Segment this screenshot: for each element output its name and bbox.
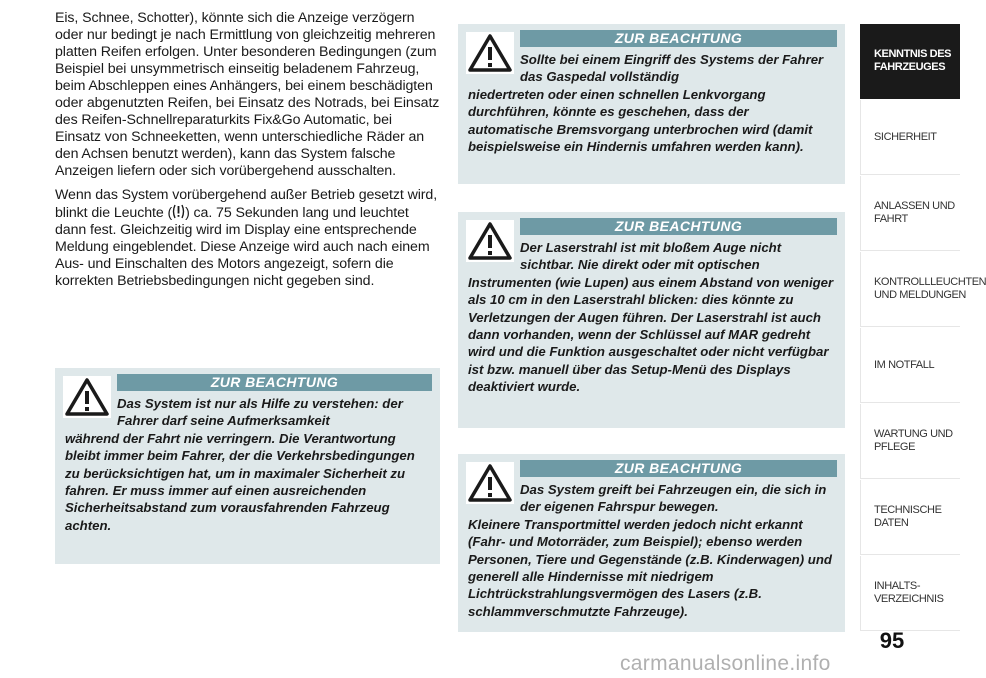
watermark: carmanualsonline.info: [620, 652, 831, 675]
page-number: 95: [879, 628, 905, 653]
sidebar-tab-wartung[interactable]: WARTUNG UND PFLEGE: [860, 404, 960, 479]
warning-box-gas-pedal: [458, 24, 845, 184]
sidebar-tab-fahrzeug[interactable]: KENNTNIS DES FAHRZEUGES: [860, 24, 960, 99]
warning-heading: ZUR BEACHTUNG: [117, 374, 432, 391]
warning-box-driver-attention: [55, 368, 440, 564]
sidebar-tab-sicherheit[interactable]: SICHERHEIT: [860, 100, 960, 175]
warning-text: [65, 395, 432, 534]
sidebar-tab-inhalt[interactable]: INHALTS-VERZEICHNIS: [860, 556, 960, 631]
warning-heading: ZUR BEACHTUNG: [520, 460, 837, 477]
warning-text: [468, 239, 837, 396]
warning-triangle-icon: [466, 32, 514, 74]
warning-text-indented: Das System ist nur als Hilfe zu verstehen: der Fahrer darf seine Aufmerksamkeit: [117, 396, 403, 429]
warning-box-lane: [458, 454, 845, 632]
warning-text-rest: während der Fahrt nie verringern. Die Verantwortung bleibt immer beim Fahrer, der die Verkehrsbedingungen zu berücksichtigen hat, um in maximaler Sicherheit zu fahren. Er muss immer auf einen ausreichenden Sicherheitsabstand zum vorausfahrenden Fahrzeug achten.: [65, 430, 415, 533]
paragraph-1: Eis, Schnee, Schotter), könnte sich die Anzeige verzögern oder nur bedingt je nach Ermittlung von gleichzeitig mehreren platten Reifen erfolgen. Unter besonderen Bedingungen (zum Beispiel bei unsymmetrisch einseitig beladenem Fahrzeug, beim Abschleppen eines Anhängers, bei einem beschädigten oder abgenutzten Reifen, bei Einsatz des Notrads, bei Einsatz des Reifen-Schnellreparaturkits Fix&Go Automatic, bei Einsatz von Schneeketten, wenn unterschiedliche Räder an den Achsen benutzt werden), kann das System falsche Anzeigen liefern oder sich vorübergehend ausschalten.: [55, 10, 440, 179]
sidebar-tab-technische-daten[interactable]: TECHNISCHE DATEN: [860, 480, 960, 555]
paragraph-2: [55, 187, 440, 290]
warning-text: [468, 51, 837, 155]
warning-text-indented: Der Laserstrahl ist mit bloßem Auge nicht sichtbar. Nie direkt oder mit optischen: [520, 240, 782, 273]
sidebar-tab-anlassen[interactable]: ANLASSEN UND FAHRT: [860, 176, 960, 251]
paragraph-2-part-b: ) ca. 75 Sekunden lang und leuchtet dann fest. Gleichzeitig wird im Display eine entsprechende Meldung eingeblendet. Diese Anzeige wird auch nach einem Aus- und Einschalten des Motors angezeigt, sofern die korrekten Betriebsbedingungen nicht gegeben sind.: [55, 205, 430, 289]
warning-triangle-icon: [63, 376, 111, 418]
warning-text-indented: Sollte bei einem Eingriff des Systems der Fahrer das Gaspedal vollständig: [520, 52, 824, 85]
sidebar-tab-kontrollleuchten[interactable]: KONTROLLLEUCHTEN UND MELDUNGEN: [860, 252, 960, 327]
warning-heading: ZUR BEACHTUNG: [520, 218, 837, 235]
warning-text-rest: niedertreten oder einen schnellen Lenkvorgang durchführen, könnte es geschehen, dass der automatische Bremsvorgang unterbrochen wird (damit beispielsweise ein Hindernis umfahren werden kann).: [468, 86, 813, 155]
body-text: [55, 10, 440, 297]
warning-text-indented: Das System greift bei Fahrzeugen ein, die sich in der eigenen Fahrspur bewegen.: [520, 482, 827, 515]
warning-lamp-icon: [172, 204, 185, 219]
warning-heading: ZUR BEACHTUNG: [520, 30, 837, 47]
warning-triangle-icon: [466, 462, 514, 504]
warning-triangle-icon: [466, 220, 514, 262]
warning-box-laser: [458, 212, 845, 428]
paragraph-2-part-a: Wenn das System vorübergehend außer Betrieb gesetzt wird, blinkt die Leuchte (: [55, 187, 438, 221]
warning-text: [468, 481, 837, 620]
warning-text-rest: Kleinere Transportmittel werden jedoch nicht erkannt (Fahr- und Motorräder, zum Beispiel); ebenso werden Personen, Tiere und Gegenstände (z.B. Kinderwagen) und generell alle Hindernisse mit niedrigem Lichtrückstrahlungsvermögen des Lasers (z.B. schlammverschmutzte Fahrzeuge).: [468, 516, 832, 619]
sidebar-tab-notfall[interactable]: IM NOTFALL: [860, 328, 960, 403]
warning-text-rest: Instrumenten (wie Lupen) aus einem Abstand von weniger als 10 cm in den Laserstrahl blicken: dies könnte zu Verletzungen der Augen führen. Der Laserstrahl ist auch dann vorhanden, wenn der Schlüssel auf MAR gedreht wird und die Funktion ausgeschaltet oder nicht verfügbar ist bzw. manuell über das Setup-Menü des Displays deaktiviert wurde.: [468, 274, 834, 395]
